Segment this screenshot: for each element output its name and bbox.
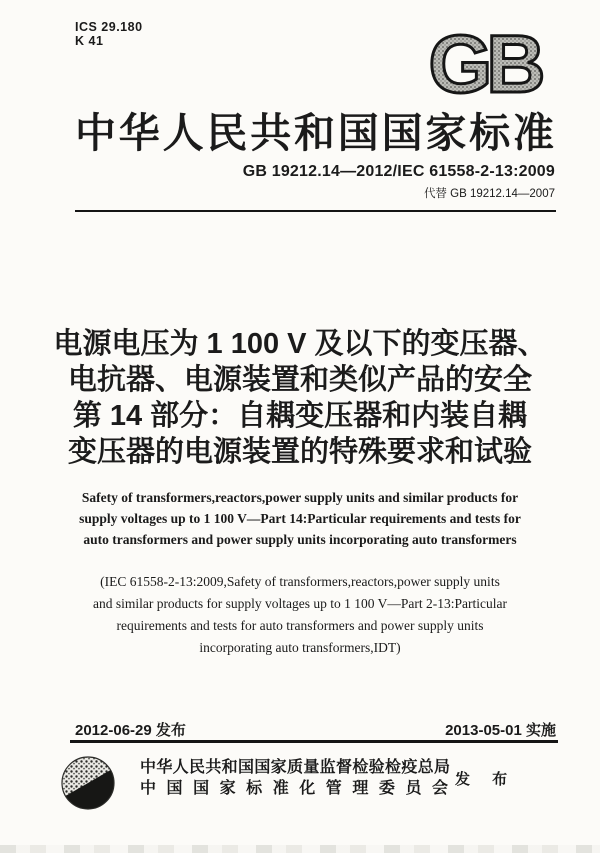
iec-note-line-4: incorporating auto transformers,IDT)	[199, 640, 401, 655]
standard-title-cn	[0, 326, 600, 470]
ics-block	[75, 20, 143, 48]
iec-equivalence-note	[30, 571, 570, 659]
classification-code: K 41	[75, 34, 104, 48]
superseded-standard: 代替 GB 19212.14—2007	[423, 188, 555, 200]
gb-logo-icon	[410, 22, 558, 111]
issuer-emblem-seal-icon	[60, 755, 116, 816]
iec-note-line-3: requirements and tests for auto transformers and power supply units	[116, 618, 484, 633]
national-standard-header: 中华人民共和国国家标准	[75, 110, 556, 156]
issuer-names	[140, 757, 450, 799]
issuer-name-primary: 中华人民共和国国家质量监督检验检疫总局	[140, 759, 450, 776]
title-cn-line-4: 变压器的电源装置的特殊要求和试验	[67, 436, 532, 468]
title-en-line-2: supply voltages up to 1 100 V—Part 14:Particular requirements and tests for	[79, 511, 521, 526]
footer-divider	[70, 740, 558, 743]
implementation-date: 2013-05-01 实施	[445, 722, 556, 739]
standard-number: GB 19212.14—2012/IEC 61558-2-13:2009	[242, 163, 555, 180]
iec-note-line-1: (IEC 61558-2-13:2009,Safety of transformers,reactors,power supply units	[100, 574, 500, 589]
scan-artifact	[0, 845, 600, 853]
iec-note-line-2: and similar products for supply voltages up to 1 100 V—Part 2-13:Particular	[92, 596, 508, 611]
issuer-name-secondary: 中国国家标准化管理委员会	[140, 780, 450, 797]
header-divider	[75, 210, 556, 212]
ics-code: ICS 29.180	[75, 20, 143, 34]
publish-label: 发 布	[455, 771, 517, 788]
title-cn-line-1: 电源电压为 1 100 V 及以下的变压器、	[53, 328, 547, 360]
issue-date: 2012-06-29 发布	[75, 722, 186, 739]
title-en-line-3: auto transformers and power supply units incorporating auto transformers	[83, 532, 517, 547]
title-cn-line-3: 第 14 部分：自耦变压器和内装自耦	[72, 400, 528, 432]
title-cn-line-2: 电抗器、电源装置和类似产品的安全	[67, 364, 532, 396]
title-en-line-1: Safety of transformers,reactors,power supply units and similar products for	[81, 490, 519, 505]
gb-logo-text: GB	[428, 22, 540, 106]
standard-title-en	[30, 487, 570, 550]
